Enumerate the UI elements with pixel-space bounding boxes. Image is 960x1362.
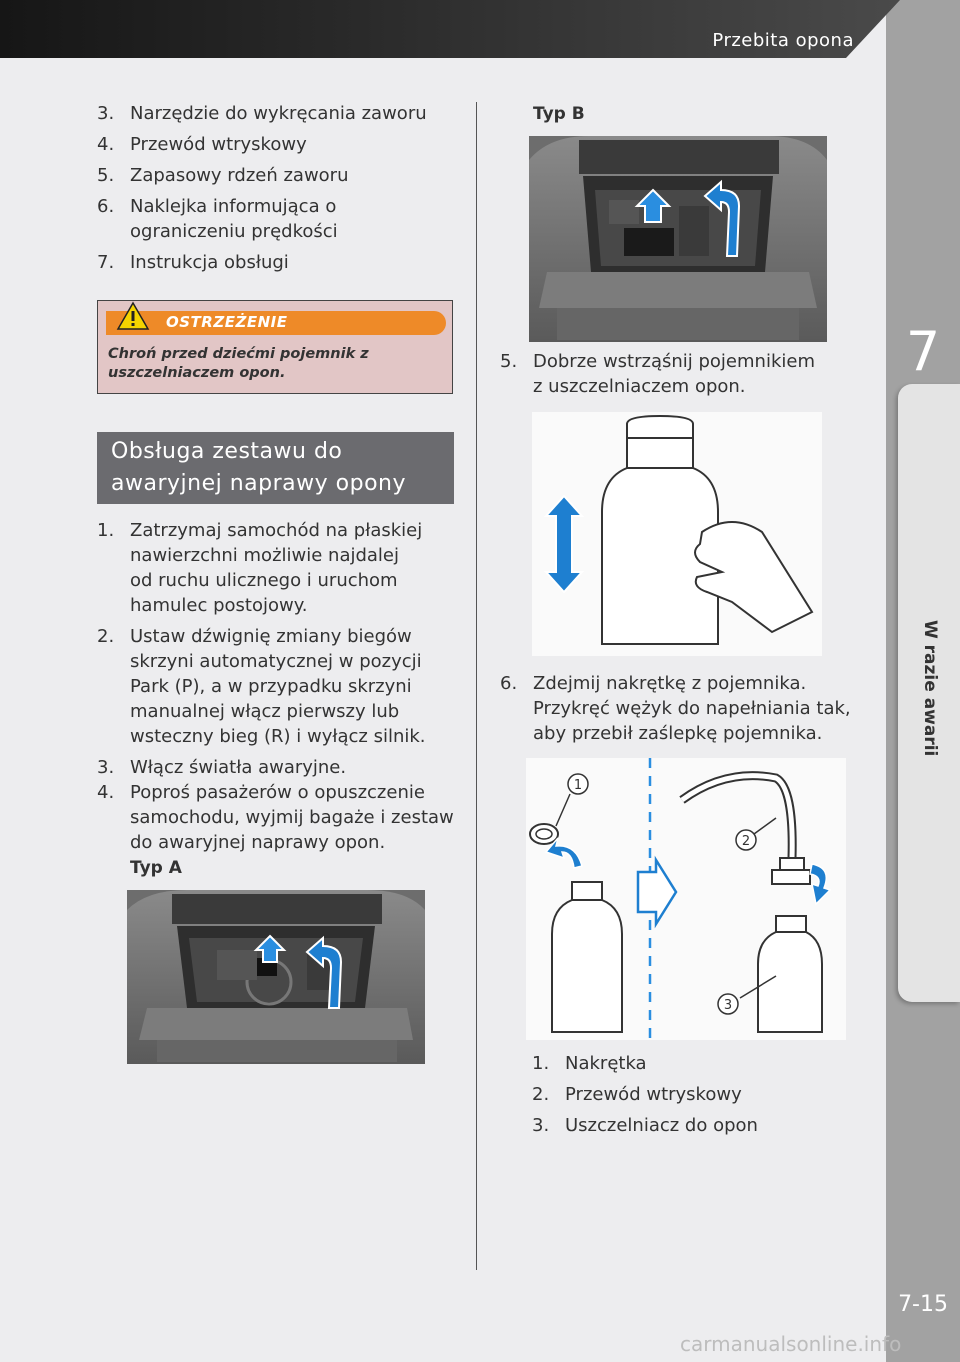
warning-title: OSTRZEŻENIE (166, 313, 288, 331)
list-item: 5. Dobrze wstrząśnij pojemnikiem z uszczelniaczem opon. (500, 351, 815, 397)
steps-list (97, 518, 457, 855)
header-title: Przebita opona (712, 30, 854, 51)
svg-text:1: 1 (573, 778, 583, 793)
watermark: carmanualsonline.info (680, 1332, 902, 1356)
list-item: 2. Ustaw dźwignię zmiany biegów skrzyni automatycznej w pozycji Park (P), a w przypadku skrzyni manualnej włącz pierwszy lub wsteczny bieg (R) i wyłącz silnik. (97, 626, 426, 747)
callout-3 (718, 994, 738, 1014)
list-item: 5. Zapasowy rdzeń zaworu (97, 165, 349, 186)
callout-2 (736, 830, 756, 850)
trunk-type-b-illustration (529, 136, 827, 342)
cap-icon (530, 824, 558, 844)
steps-column (97, 518, 457, 861)
legend-list (532, 1051, 852, 1138)
list-item: 1. Nakrętka (532, 1053, 647, 1074)
steps-list (500, 671, 860, 746)
legend-column (532, 1051, 852, 1144)
svg-text:2: 2 (741, 834, 751, 849)
warning-title-bar (106, 311, 446, 335)
list-item: 1. Zatrzymaj samochód na płaskiej nawierzchni możliwie najdalej od ruchu ulicznego i uruchom hamulec postojowy. (97, 520, 423, 616)
type-a-label: Typ A (130, 858, 182, 878)
warning-triangle-icon (116, 301, 150, 331)
list-item: 6. Zdejmij nakrętkę z pojemnika. Przykręć wężyk do napełniania tak, aby przebił zaślepkę pojemnika. (500, 673, 851, 744)
steps-list (500, 349, 860, 399)
hose-attach-illustration (526, 758, 846, 1040)
list-item: 4. Przewód wtryskowy (97, 134, 307, 155)
warning-box (97, 300, 453, 394)
shake-bottle-illustration (532, 412, 822, 656)
type-b-label: Typ B (533, 104, 585, 124)
list-item: 7. Instrukcja obsługi (97, 252, 289, 273)
list-item: 3. Włącz światła awaryjne. (97, 757, 347, 778)
list-item: 6. Naklejka informująca o ograniczeniu prędkości (97, 196, 338, 242)
parts-list-column (97, 101, 457, 281)
list-item: 3. Narzędzie do wykręcania zaworu (97, 103, 427, 124)
svg-text:3: 3 (723, 998, 733, 1013)
list-item: 4. Poproś pasażerów o opuszczenie samochodu, wyjmij bagaże i zestaw do awaryjnej naprawy opon. (97, 782, 454, 853)
trunk-type-a-illustration (127, 890, 425, 1064)
warning-text: Chroń przed dziećmi pojemnik z uszczelniaczem opon. (108, 346, 369, 381)
step-5 (500, 349, 860, 405)
callout-1 (568, 774, 588, 794)
column-divider (476, 102, 477, 1270)
list-item: 3. Uszczelniacz do opon (532, 1115, 758, 1136)
parts-list (97, 101, 457, 275)
page-number: 7-15 (898, 1292, 948, 1317)
chapter-number: 7 (905, 320, 941, 383)
step-6 (500, 671, 860, 752)
chapter-label: W razie awarii (920, 620, 940, 757)
section-heading: Obsługa zestawu do awaryjnej naprawy opony (97, 432, 454, 504)
list-item: 2. Przewód wtryskowy (532, 1084, 742, 1105)
